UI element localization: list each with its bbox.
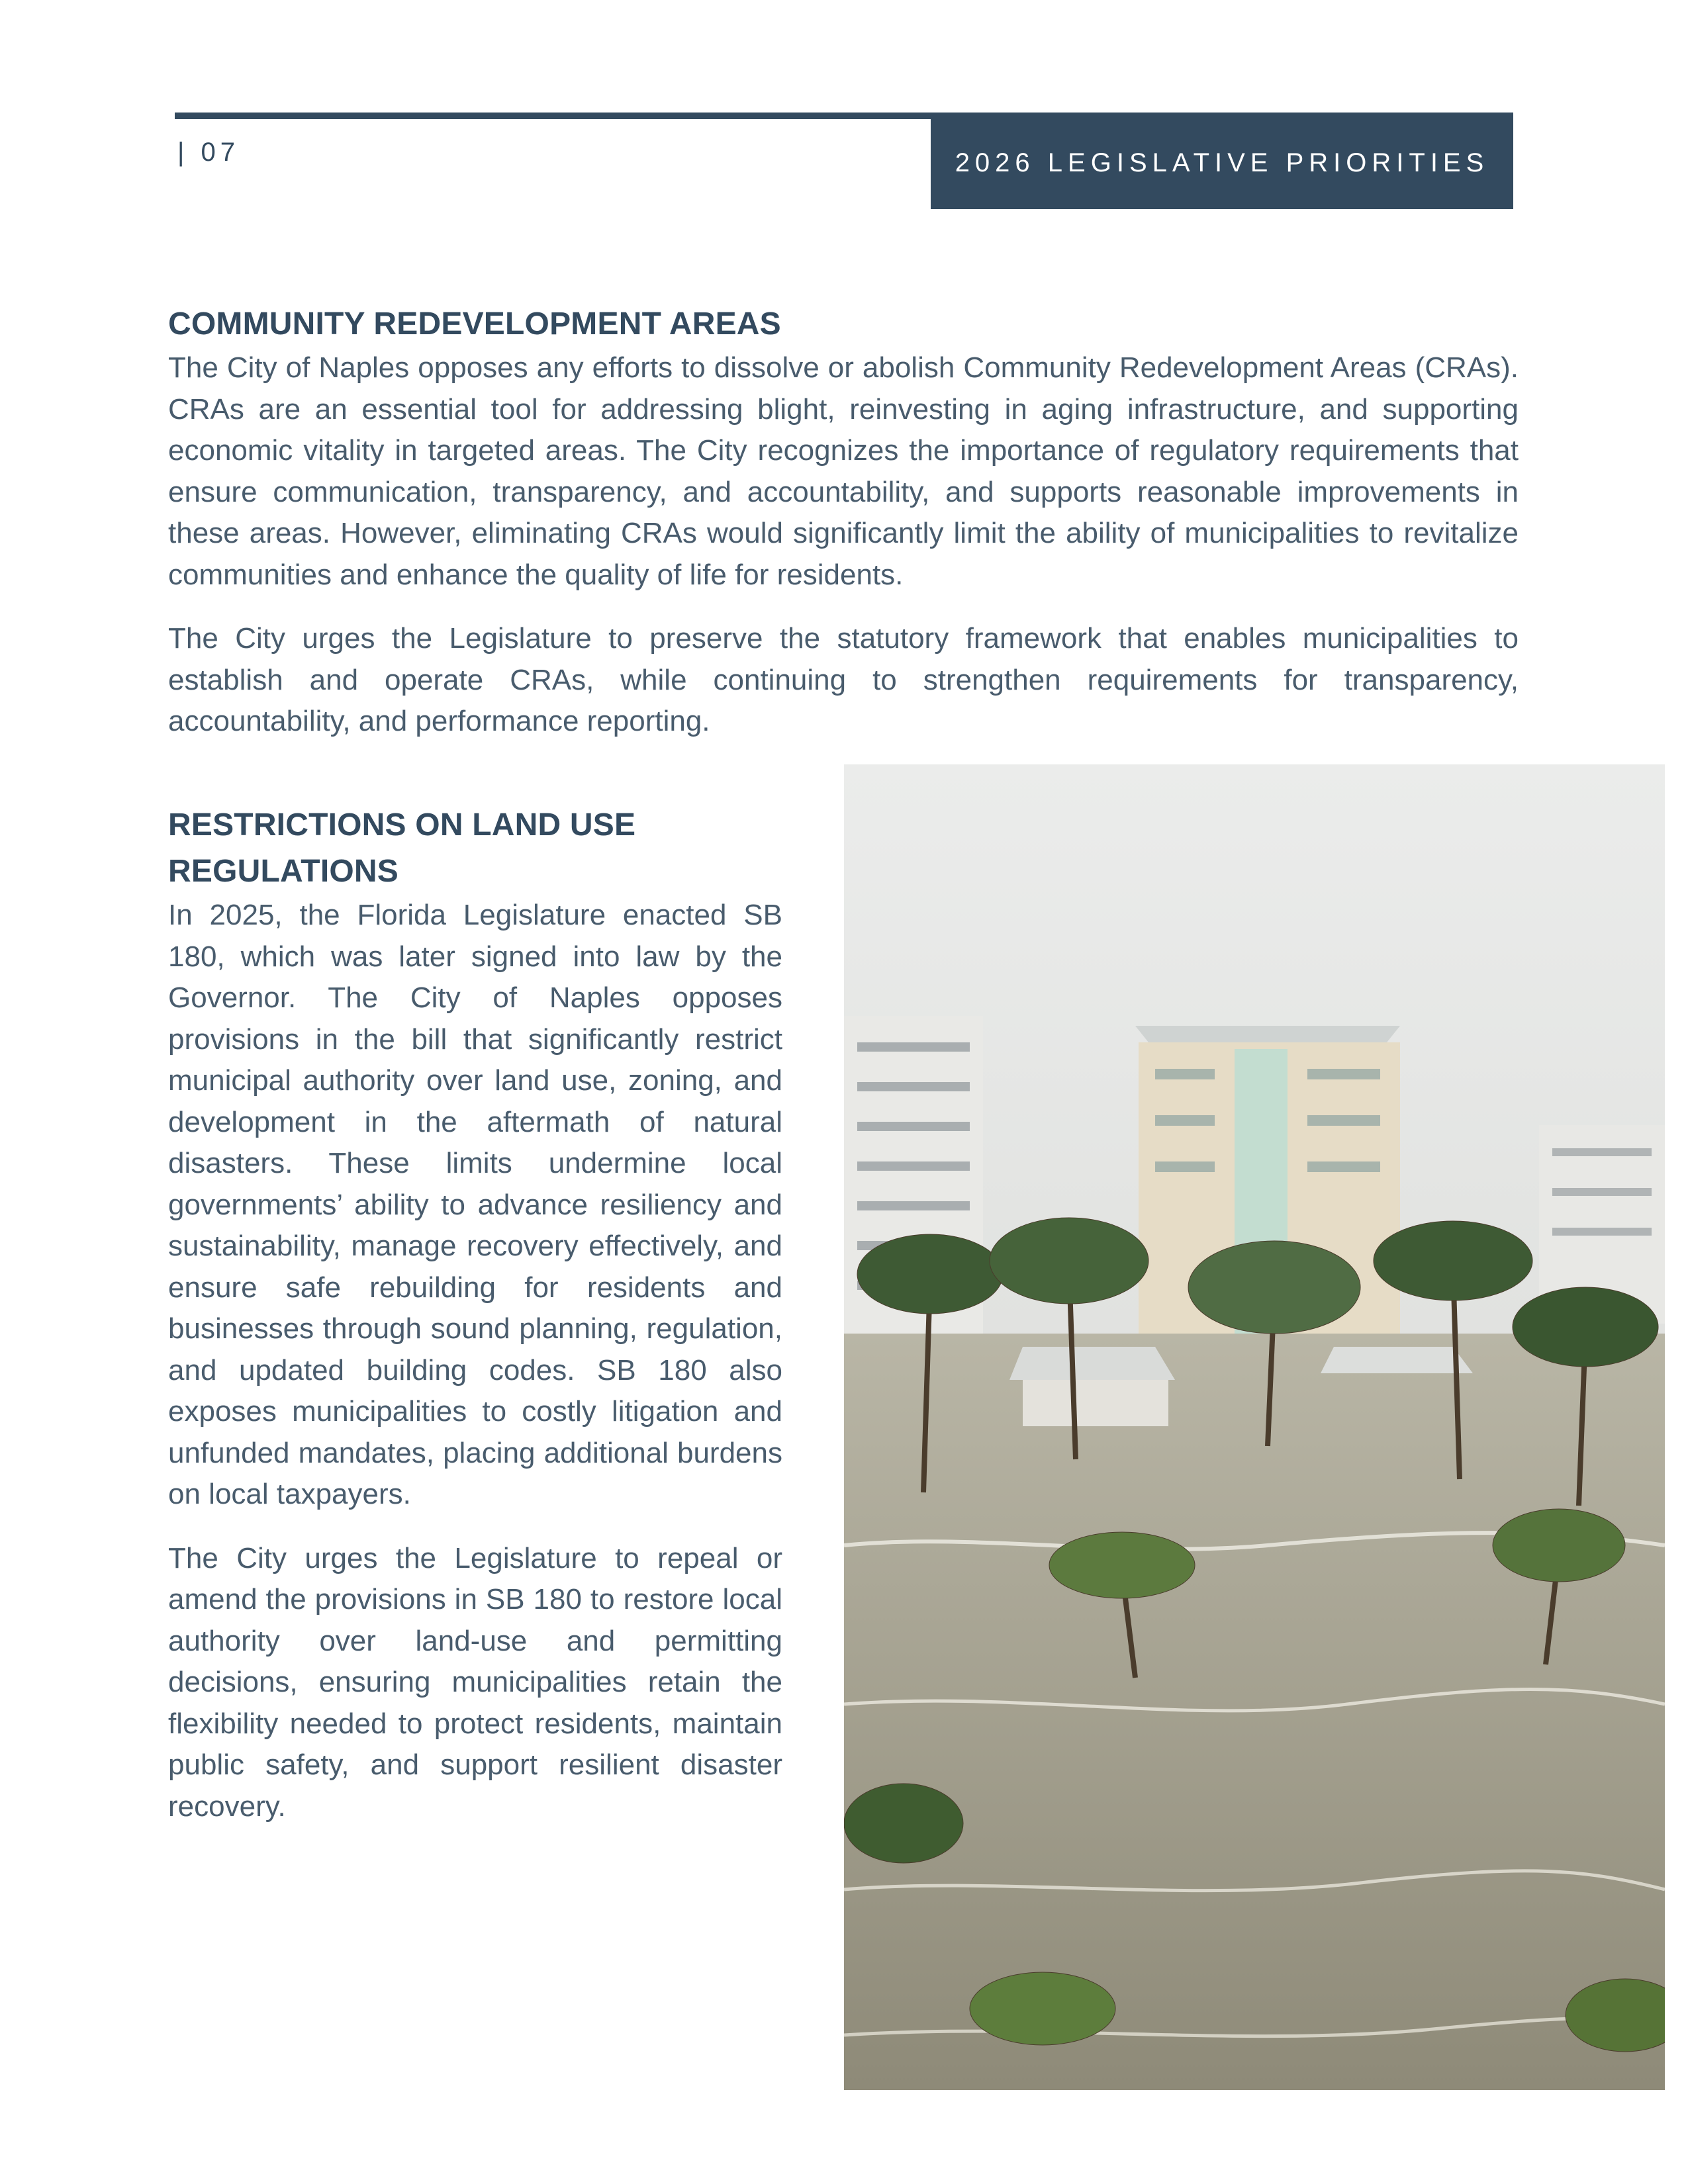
section-heading — [168, 802, 782, 895]
section-community-redevelopment-areas — [168, 301, 1519, 743]
section-heading-line: RESTRICTIONS ON LAND USE — [168, 807, 636, 842]
section-heading: COMMUNITY REDEVELOPMENT AREAS — [168, 306, 781, 341]
page-number: | 07 — [177, 138, 240, 167]
header-title: 2026 LEGISLATIVE PRIORITIES — [955, 148, 1489, 177]
header-title-box — [931, 116, 1513, 209]
section-paragraph: The City of Naples opposes any efforts to dissolve or abolish Community Redevelopment Areas (CRAs). CRAs are an essential tool for addressing blight, reinvesting in aging infrastructure, and supporting economic vitality in targeted areas. The City recognizes the importance of regulatory requirements that ensure communication, transparency, and accountability, and supports reasonable improvements in these areas. However, eliminating CRAs would significantly limit the ability of municipalities to revitalize communities and enhance the quality of life for residents. — [168, 351, 1519, 591]
section-paragraph: The City urges the Legislature to repeal or amend the provisions in SB 180 to restore local authority over land-use and permitting decisions, ensuring municipalities retain the flexibility needed to protect residents, maintain public safety, and support resilient disaster recovery. — [168, 1541, 782, 1823]
section-paragraph: In 2025, the Florida Legislature enacted SB 180, which was later signed into law by the Governor. The City of Naples opposes provisions in the bill that significantly restrict municipal authority over land use, zoning, and development in the aftermath of natural disasters. These limits undermine local governments’ ability to advance resiliency and sustainability, manage recovery effectively, and ensure safe rebuilding for residents and businesses through sound planning, regulation, and updated building codes. SB 180 also exposes municipalities to costly litigation and unfunded mandates, placing additional burdens on local taxpayers. — [168, 899, 782, 1510]
section-paragraph: The City urges the Legislature to preserve the statutory framework that enables municipalities to establish and operate CRAs, while continuing to strengthen requirements for transparency, accountability, and performance reporting. — [168, 622, 1519, 737]
section-heading-line: REGULATIONS — [168, 854, 399, 889]
section-land-use-regulations — [168, 802, 782, 1827]
flooded-street-photo — [844, 764, 1665, 2090]
